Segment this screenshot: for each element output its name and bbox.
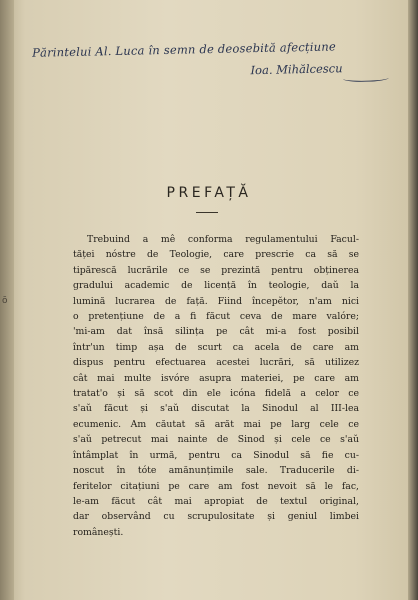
body-line: gradului academic de licență în teologie, daŭ la (73, 280, 359, 292)
page-title: PREFAȚĂ (166, 185, 252, 201)
body-line: Trebuind a mê conforma regulamentului Facul- (87, 234, 359, 245)
body-line: românești. (73, 526, 124, 538)
body-line: dispus pentru efectuarea acestei lucrări, să utilizez (73, 357, 359, 369)
gutter-mark: ō (2, 296, 8, 306)
title-divider (196, 212, 218, 213)
inscription-dedication: Părintelui Al. Luca în semn de deosebită afecțiune (31, 39, 337, 60)
body-line: le-am făcut cât mai apropiat de textul original, (73, 495, 359, 507)
body-line: întâmplat în urmă, pentru ca Sinodul să fie cu- (73, 449, 359, 461)
inscription-signature: Ioa. Mihălcescu (250, 61, 343, 78)
body-line: noscut în tóte amănunțimile sale. Traducerile di- (73, 465, 359, 477)
body-line: s'aŭ petrecut mai nainte de Sinod și cele ce s'aŭ (73, 434, 359, 446)
page-edge-shadow (408, 0, 418, 600)
body-line: s'aŭ făcut și s'aŭ discutat la Sinodul al III-lea (73, 403, 359, 415)
body-line: dar observând cu scrupulositate și geniul limbei (73, 511, 359, 523)
body-line: feritelor citațiuni pe care am fost nevoit să le fac, (73, 480, 359, 492)
body-line: 'mi-am dat însă silința pe cât mi-a fost posibil (73, 326, 359, 338)
signature-flourish (343, 74, 389, 82)
body-line: o pretențiune de a fi făcut ceva de mare valóre; (73, 311, 359, 323)
body-line: ecumenic. Am căutat să arăt mai pe larg cele ce (73, 418, 359, 430)
body-line: într'un timp așa de scurt ca acela de care am (73, 341, 359, 353)
body-line: tratat'o și să scot din ele icóna fidelă a celor ce (73, 388, 359, 400)
body-line: cât mai multe isvóre asupra materiei, pe care am (73, 372, 359, 384)
body-line: lumină lucrarea de față. Fiind începĕtor, n'am nici (73, 295, 359, 307)
body-line: tăței nóstre de Teologie, care prescrie ca să se (73, 249, 359, 261)
handwritten-inscription (31, 39, 392, 78)
body-line: tipărescă lucrările ce se prezintă pentru obținerea (73, 264, 359, 276)
preface-body (73, 232, 359, 540)
